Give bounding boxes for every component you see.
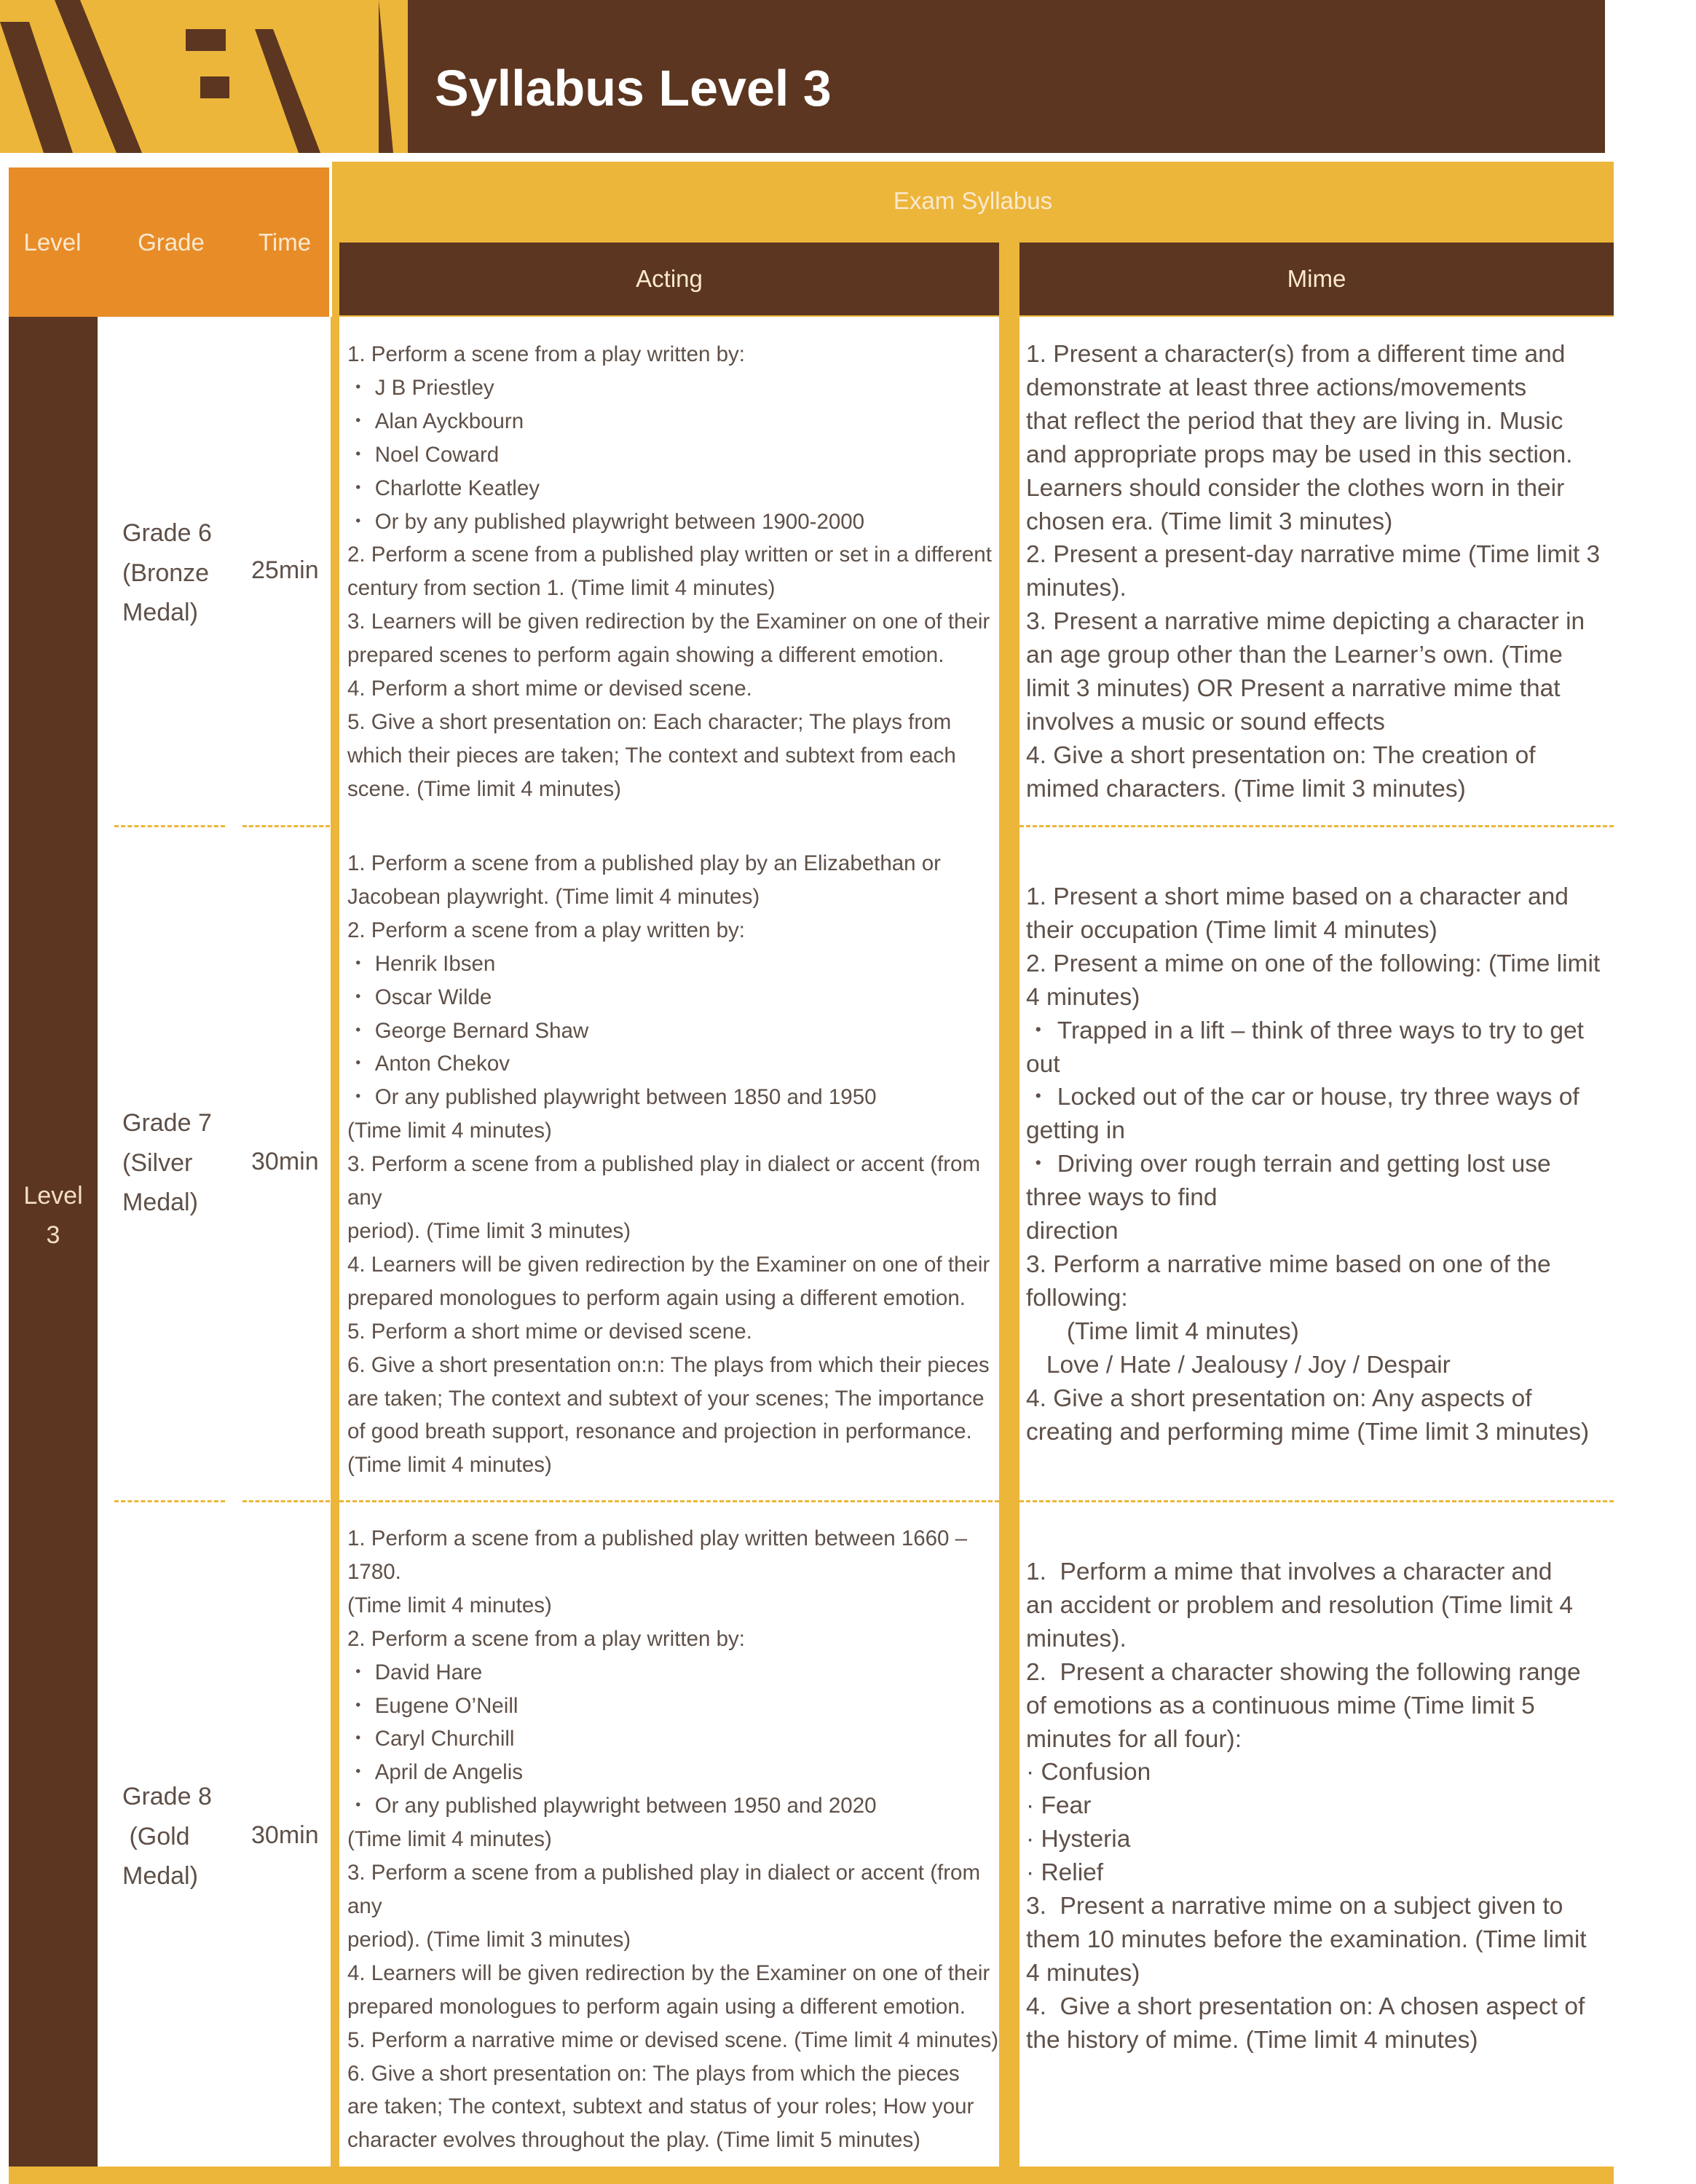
mime-line: 2. Present a mime on one of the following: (Time limit bbox=[1026, 950, 1601, 977]
level-label-number: 3 bbox=[46, 1221, 60, 1249]
time-cell: 25min bbox=[251, 556, 319, 584]
mime-line: limit 3 minutes) OR Present a narrative mime that bbox=[1026, 675, 1561, 703]
time-cell: 30min bbox=[251, 1821, 319, 1849]
mime-line: chosen era. (Time limit 3 minutes) bbox=[1026, 508, 1393, 535]
row-divider bbox=[1019, 825, 1614, 827]
mime-line: 4 minutes) bbox=[1026, 983, 1140, 1011]
acting-line: 6. Give a short presentation on:n: The plays from which their pieces bbox=[347, 1352, 990, 1377]
row-divider bbox=[114, 1500, 225, 1502]
mime-line: an age group other than the Learner’s own. (Time bbox=[1026, 642, 1563, 669]
mime-line: direction bbox=[1026, 1218, 1119, 1245]
mime-line: 3. Present a narrative mime depicting a character in bbox=[1026, 608, 1585, 636]
mime-line: minutes). bbox=[1026, 575, 1127, 602]
acting-line: 2. Perform a scene from a play written by: bbox=[347, 1626, 745, 1651]
acting-line: ・ J B Priestley bbox=[347, 375, 494, 400]
row-divider bbox=[1019, 1500, 1614, 1502]
acting-line: ・ Or by any published playwright between 1900-2000 bbox=[347, 509, 865, 534]
grade-line: Grade 7 bbox=[122, 1109, 212, 1137]
acting-line: 6. Give a short presentation on: The plays from which the pieces bbox=[347, 2061, 960, 2086]
time-header: Time bbox=[258, 228, 312, 256]
mime-line: creating and performing mime (Time limit 3 minutes) bbox=[1026, 1418, 1590, 1446]
grade-cell bbox=[122, 1777, 212, 1896]
mime-line: 1. Perform a mime that involves a character and bbox=[1026, 1558, 1553, 1585]
mime-cell bbox=[1026, 1556, 1587, 2057]
mime-line: three ways to find bbox=[1026, 1184, 1218, 1212]
grade-cell bbox=[122, 1103, 212, 1223]
grade-line: Grade 6 bbox=[122, 519, 212, 547]
mime-line: an accident or problem and resolution (Time limit 4 bbox=[1026, 1591, 1573, 1619]
acting-line: Jacobean playwright. (Time limit 4 minutes) bbox=[347, 884, 760, 909]
acting-line: ・ Caryl Churchill bbox=[347, 1727, 515, 1751]
acting-line: (Time limit 4 minutes) bbox=[347, 1453, 552, 1478]
acting-cell bbox=[347, 1522, 998, 2157]
acting-line: 3. Perform a scene from a published play in dialect or accent (from bbox=[347, 1861, 981, 1885]
nea-logo bbox=[0, 0, 408, 153]
grade-line: (Silver bbox=[122, 1148, 193, 1177]
acting-line: 1. Perform a scene from a published play by an Elizabethan or bbox=[347, 851, 941, 875]
acting-line: 4. Perform a short mime or devised scene. bbox=[347, 677, 752, 701]
mime-line: following: bbox=[1026, 1284, 1128, 1312]
column-divider-left bbox=[331, 317, 339, 2167]
column-divider-middle bbox=[999, 240, 1019, 2167]
acting-line: period). (Time limit 3 minutes) bbox=[347, 1927, 631, 1952]
mime-line: 2. Present a character showing the following range bbox=[1026, 1658, 1581, 1686]
acting-line: (Time limit 4 minutes) bbox=[347, 1593, 552, 1617]
acting-line: prepared monologues to perform again using a different emotion. bbox=[347, 1285, 966, 1310]
mime-line: Love / Hate / Jealousy / Joy / Despair bbox=[1026, 1351, 1451, 1379]
acting-line: any bbox=[347, 1186, 382, 1210]
acting-line: 1. Perform a scene from a published play written between 1660 – bbox=[347, 1526, 968, 1550]
mime-header: Mime bbox=[1019, 243, 1614, 315]
mime-line: Learners should consider the clothes worn in their bbox=[1026, 474, 1565, 502]
page-title: Syllabus Level 3 bbox=[435, 60, 832, 117]
acting-line: ・ David Hare bbox=[347, 1660, 483, 1684]
acting-line: ・ Henrik Ibsen bbox=[347, 951, 496, 976]
mime-line: their occupation (Time limit 4 minutes) bbox=[1026, 916, 1437, 944]
grade-line: Medal) bbox=[122, 599, 198, 626]
mime-line: demonstrate at least three actions/movements bbox=[1026, 374, 1527, 401]
acting-line: ・ Anton Chekov bbox=[347, 1052, 510, 1076]
mime-line: getting in bbox=[1026, 1117, 1125, 1145]
mime-line: (Time limit 4 minutes) bbox=[1026, 1317, 1299, 1345]
mime-line: 4 minutes) bbox=[1026, 1959, 1140, 1987]
acting-line: are taken; The context and subtext of your scenes; The importance bbox=[347, 1386, 985, 1411]
mime-line: · Fear bbox=[1026, 1792, 1092, 1820]
mime-cell bbox=[1026, 880, 1600, 1448]
acting-line: 2. Perform a scene from a published play written or set in a different bbox=[347, 543, 992, 567]
acting-line: 5. Perform a short mime or devised scene. bbox=[347, 1319, 752, 1344]
mime-line: mimed characters. (Time limit 3 minutes) bbox=[1026, 775, 1466, 803]
acting-line: ・ Or any published playwright between 1850 and 1950 bbox=[347, 1085, 877, 1110]
acting-line: scene. (Time limit 4 minutes) bbox=[347, 776, 621, 801]
level-header: Level bbox=[23, 228, 82, 256]
mime-line: them 10 minutes before the examination. (Time limit bbox=[1026, 1925, 1587, 1953]
acting-line: which their pieces are taken; The context and subtext from each bbox=[347, 743, 956, 768]
mime-cell bbox=[1026, 338, 1600, 806]
row-divider bbox=[339, 1500, 999, 1502]
bottom-bar bbox=[9, 2167, 1614, 2184]
mime-line: · Confusion bbox=[1026, 1759, 1151, 1786]
mime-line: of emotions as a continuous mime (Time limit 5 bbox=[1026, 1692, 1535, 1719]
mime-line: 4. Give a short presentation on: A chosen aspect of bbox=[1026, 1992, 1585, 2020]
mime-line: and appropriate props may be used in this section. bbox=[1026, 441, 1573, 468]
grade-line: Medal) bbox=[122, 1188, 198, 1216]
acting-line: ・ George Bernard Shaw bbox=[347, 1018, 589, 1043]
acting-line: 5. Give a short presentation on: Each character; The plays from bbox=[347, 709, 952, 734]
grade-line: (Gold bbox=[122, 1822, 190, 1850]
acting-line: 4. Learners will be given redirection by the Examiner on one of their bbox=[347, 1960, 990, 1985]
acting-line: 5. Perform a narrative mime or devised scene. (Time limit 4 minutes) bbox=[347, 2027, 999, 2052]
acting-header: Acting bbox=[339, 243, 999, 315]
mime-line: 3. Present a narrative mime on a subject given to bbox=[1026, 1893, 1563, 1920]
mime-line: 4. Give a short presentation on: Any aspects of bbox=[1026, 1384, 1532, 1412]
mime-line: ・ Driving over rough terrain and getting lost use bbox=[1026, 1151, 1551, 1178]
acting-line: ・ Alan Ayckbourn bbox=[347, 409, 524, 433]
acting-line: ・ Oscar Wilde bbox=[347, 985, 492, 1009]
mime-line: ・ Trapped in a lift – think of three ways to try to get bbox=[1026, 1017, 1584, 1044]
row-divider bbox=[242, 825, 330, 827]
mime-line: · Hysteria bbox=[1026, 1826, 1131, 1853]
acting-line: 4. Learners will be given redirection by the Examiner on one of their bbox=[347, 1252, 990, 1277]
acting-line: are taken; The context, subtext and status of your roles; How your bbox=[347, 2094, 974, 2119]
acting-line: character evolves throughout the play. (Time limit 5 minutes) bbox=[347, 2128, 920, 2153]
acting-line: period). (Time limit 3 minutes) bbox=[347, 1218, 631, 1243]
acting-line: 3. Learners will be given redirection by the Examiner on one of their bbox=[347, 610, 990, 634]
row-divider bbox=[114, 825, 225, 827]
grade-header: Grade bbox=[138, 228, 205, 256]
acting-line: prepared scenes to perform again showing a different emotion. bbox=[347, 643, 944, 668]
grade-line: Grade 8 bbox=[122, 1783, 212, 1810]
mime-line: out bbox=[1026, 1050, 1060, 1078]
acting-line: ・ April de Angelis bbox=[347, 1760, 524, 1785]
acting-line: 1780. bbox=[347, 1559, 401, 1584]
acting-line: century from section 1. (Time limit 4 minutes) bbox=[347, 576, 776, 601]
mime-line: 1. Present a short mime based on a character and bbox=[1026, 883, 1569, 910]
mime-line: · Relief bbox=[1026, 1859, 1104, 1887]
mime-line: 4. Give a short presentation on: The creation of bbox=[1026, 741, 1536, 769]
mime-line: 1. Present a character(s) from a different time and bbox=[1026, 341, 1566, 368]
acting-line: 1. Perform a scene from a play written by: bbox=[347, 342, 745, 366]
acting-line: (Time limit 4 minutes) bbox=[347, 1827, 552, 1852]
acting-line: ・ Eugene O’Neill bbox=[347, 1693, 518, 1718]
mime-line: the history of mime. (Time limit 4 minutes) bbox=[1026, 2026, 1478, 2054]
mime-line: that reflect the period that they are living in. Music bbox=[1026, 407, 1563, 435]
mime-line: 3. Perform a narrative mime based on one of the bbox=[1026, 1250, 1551, 1278]
acting-line: prepared monologues to perform again using a different emotion. bbox=[347, 1994, 966, 2019]
grade-line: Medal) bbox=[122, 1862, 198, 1890]
page-header bbox=[0, 0, 1605, 153]
acting-line: (Time limit 4 minutes) bbox=[347, 1119, 552, 1143]
acting-line: ・ Or any published playwright between 1950 and 2020 bbox=[347, 1794, 877, 1818]
grade-line: (Bronze bbox=[122, 559, 210, 587]
mime-line: involves a music or sound effects bbox=[1026, 708, 1385, 736]
acting-cell bbox=[347, 847, 990, 1482]
acting-line: any bbox=[347, 1893, 382, 1918]
level-label bbox=[9, 1176, 98, 1255]
grade-cell bbox=[122, 513, 212, 633]
acting-line: 3. Perform a scene from a published play in dialect or accent (from bbox=[347, 1152, 981, 1177]
row-divider bbox=[242, 1500, 330, 1502]
mime-line: 2. Present a present-day narrative mime (Time limit 3 bbox=[1026, 541, 1601, 569]
acting-cell bbox=[347, 338, 992, 806]
acting-line: ・ Charlotte Keatley bbox=[347, 476, 540, 500]
exam-syllabus-header: Exam Syllabus bbox=[332, 162, 1614, 240]
mime-line: minutes). bbox=[1026, 1625, 1127, 1652]
mime-line: minutes for all four): bbox=[1026, 1725, 1242, 1753]
acting-line: of good breath support, resonance and projection in performance. bbox=[347, 1419, 972, 1444]
acting-line: 2. Perform a scene from a play written by: bbox=[347, 918, 745, 942]
acting-line: ・ Noel Coward bbox=[347, 442, 500, 467]
level-label-line: Level bbox=[23, 1182, 83, 1210]
time-cell: 30min bbox=[251, 1148, 319, 1175]
mime-line: ・ Locked out of the car or house, try three ways of bbox=[1026, 1084, 1579, 1111]
